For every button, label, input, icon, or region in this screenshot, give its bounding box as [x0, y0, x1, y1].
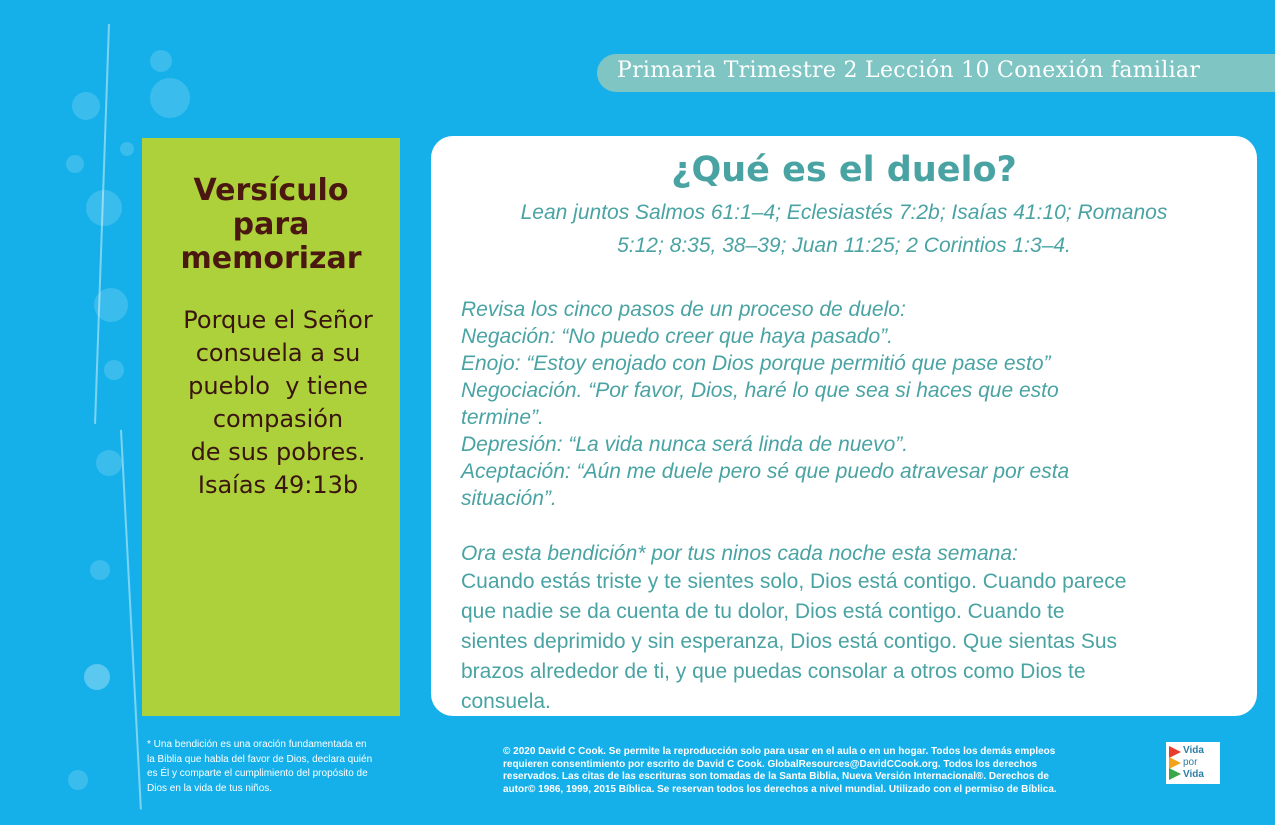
decorative-bubble [150, 78, 190, 118]
header-bar [597, 54, 1275, 92]
memory-verse-heading-line: Versículo [193, 173, 349, 208]
grief-steps-line: Negociación. “Por favor, Dios, haré lo que sea si haces que esto [461, 379, 1059, 402]
memory-verse-line: compasión [212, 405, 344, 433]
grief-steps-line: Revisa los cinco pasos de un proceso de duelo: [461, 298, 906, 321]
scripture-references-line: 5:12; 8:35, 38–39; Juan 11:25; 2 Corintios 1:3–4. [617, 234, 1071, 257]
blessing-intro: Ora esta bendición* por tus ninos cada noche esta semana: [461, 542, 1018, 565]
logo-mark-icon [1169, 746, 1181, 780]
copyright-line: © 2020 David C Cook. Se permite la reproducción solo para usar en el aula o en un hogar. Todos los demás empleos [503, 746, 1056, 757]
copyright-notice [503, 746, 1163, 796]
scripture-references-line: Lean juntos Salmos 61:1–4; Eclesiastés 7:2b; Isaías 41:10; Romanos [520, 201, 1168, 224]
decorative-bubble [104, 360, 124, 380]
grief-steps-line: situación”. [461, 487, 557, 510]
memory-verse-line: de sus pobres. [190, 438, 366, 466]
decorative-bubble [90, 560, 110, 580]
grief-steps-line: Enojo: “Estoy enojado con Dios porque permitió que pase esto” [461, 352, 1051, 375]
decorative-bubble [96, 450, 122, 476]
decorative-streak [120, 430, 142, 810]
decorative-bubble [120, 142, 134, 156]
blessing-line: Cuando estás triste y te sientes solo, Dios está contigo. Cuando parece [461, 570, 1127, 593]
scripture-references [471, 196, 1217, 262]
decorative-bubble [150, 50, 172, 72]
footnote-line: Dios en la vida de tus niños. [147, 782, 273, 794]
blessing-line: sientes deprimido y sin esperanza, Dios está contigo. Que sientas Sus [461, 630, 1118, 653]
logo-text-line: por [1183, 757, 1198, 768]
decorative-bubble [84, 664, 110, 690]
decorative-bubble [66, 155, 84, 173]
blessing-line: brazos alrededor de ti, y que puedas consolar a otros como Dios te [461, 660, 1086, 683]
copyright-line: autor© 1986, 1999, 2015 Bíblica. Se reservan todos los derechos a nivel mundial. Utilizado con el permiso de Bíblica. [503, 783, 1057, 795]
memory-verse-heading-line: para [232, 207, 310, 242]
memory-verse-text [162, 304, 394, 502]
logo-text-line: Vida [1183, 745, 1204, 756]
grief-steps-line: Depresión: “La vida nunca será linda de nuevo”. [461, 433, 909, 456]
footnote-line: la Biblia que habla del favor de Dios, declara quién [147, 753, 373, 765]
header-title: Primaria Trimestre 2 Lección 10 Conexión familiar [617, 58, 1201, 83]
memory-verse-box [142, 138, 400, 716]
grief-steps [461, 296, 1241, 512]
blessing-line: consuela. [461, 690, 551, 713]
footnote-line: * Una bendición es una oración fundamentada en [147, 739, 367, 750]
logo-text [1183, 745, 1204, 781]
blessing-line: que nadie se da cuenta de tu dolor, Dios está contigo. Cuando te [461, 600, 1065, 623]
decorative-bubble [68, 770, 88, 790]
footnote [147, 738, 409, 796]
memory-verse-reference: Isaías 49:13b [197, 471, 359, 499]
memory-verse-heading-line: memorizar [180, 241, 362, 276]
copyright-line: requieren consentimiento por escrito de David C Cook. GlobalResources@DavidCCook.org. Todos los derechos [503, 758, 1038, 770]
grief-steps-line: termine”. [461, 406, 544, 429]
memory-verse-heading [142, 174, 400, 276]
memory-verse-line: pueblo y tiene [188, 372, 368, 400]
vida-por-vida-logo [1166, 742, 1220, 784]
copyright-line: reservados. Las citas de las escrituras son tomadas de la Santa Biblia, Nueva Versión Internacional®. Derechos de [503, 771, 1049, 782]
card-title: ¿Qué es el duelo? [671, 150, 1017, 190]
grief-steps-line: Aceptación: “Aún me duele pero sé que puedo atravesar por esta [461, 460, 1070, 483]
footnote-line: es Él y comparte el cumplimiento del propósito de [147, 768, 368, 779]
content-card [431, 136, 1257, 716]
blessing-text [461, 567, 1241, 717]
memory-verse-line: Porque el Señor [183, 306, 373, 334]
memory-verse-line: consuela a su [195, 339, 361, 367]
decorative-bubble [72, 92, 100, 120]
logo-text-line: Vida [1183, 769, 1204, 780]
grief-steps-line: Negación: “No puedo creer que haya pasado”. [461, 325, 893, 348]
